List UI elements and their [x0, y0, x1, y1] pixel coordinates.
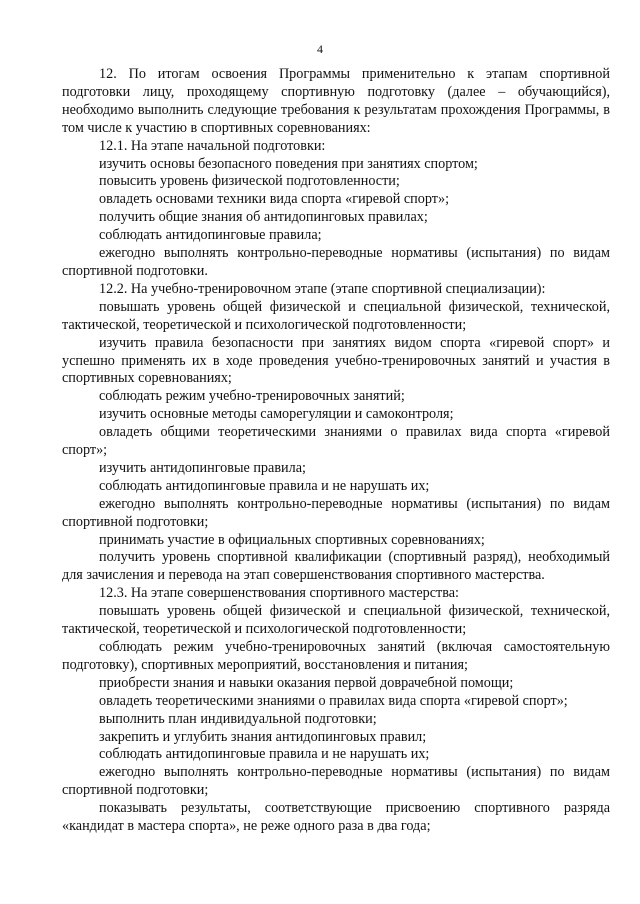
paragraph: изучить основы безопасного поведения при занятиях спортом;	[99, 155, 478, 172]
paragraph: получить общие знания об антидопинговых правилах;	[99, 209, 428, 226]
paragraph: соблюдать антидопинговые правила и не нарушать их;	[99, 477, 430, 494]
paragraph: соблюдать антидопинговые правила;	[99, 227, 322, 244]
paragraph: изучить основные методы саморегуляции и самоконтроля;	[99, 406, 454, 423]
paragraph: овладеть теоретическими знаниями о правилах вида спорта «гиревой спорт»;	[99, 692, 568, 709]
paragraph: овладеть основами техники вида спорта «гиревой спорт»;	[99, 191, 450, 208]
paragraph: 12. По итогам освоения Программы применительно к этапам спортивной подготовки лицу, проходящему спортивную подготовку (далее – обучающийся), необходимо выполнить следующие требования к результатам прохождения Программы, в том числе к участию в спортивных соревнованиях:	[62, 66, 610, 136]
paragraph: выполнить план индивидуальной подготовки;	[99, 710, 377, 727]
paragraph: повышать уровень общей физической и специальной физической, технической, тактической, теоретической и психологической подготовленности;	[62, 603, 610, 638]
paragraph: изучить правила безопасности при занятиях видом спорта «гиревой спорт» и успешно применять их в ходе проведения учебно-тренировочных занятий и участия в спортивных соревнованиях;	[62, 334, 610, 387]
paragraph: закрепить и углубить знания антидопинговых правил;	[99, 728, 427, 745]
paragraph: ежегодно выполнять контрольно-переводные нормативы (испытания) по видам спортивной подготовки.	[62, 245, 610, 279]
paragraph: соблюдать антидопинговые правила и не нарушать их;	[99, 746, 430, 763]
paragraph: 12.1. На этапе начальной подготовки:	[99, 137, 326, 154]
paragraph: показывать результаты, соответствующие присвоению спортивного разряда «кандидат в мастера спорта», не реже одного раза в два года;	[62, 800, 610, 835]
paragraph: соблюдать режим учебно-тренировочных занятий;	[99, 388, 405, 405]
paragraph: приобрести знания и навыки оказания первой доврачебной помощи;	[99, 674, 514, 691]
paragraph: получить уровень спортивной квалификации (спортивный разряд), необходимый для зачисления и перевода на этап совершенствования спортивного мастерства.	[62, 549, 610, 584]
paragraph: 12.2. На учебно-тренировочном этапе (этапе спортивной специализации):	[99, 280, 546, 297]
paragraph: ежегодно выполнять контрольно-переводные нормативы (испытания) по видам спортивной подготовки;	[62, 495, 610, 530]
page-number: 4	[317, 42, 323, 56]
document-body	[62, 66, 610, 836]
paragraph: изучить антидопинговые правила;	[99, 459, 306, 476]
paragraph: соблюдать режим учебно-тренировочных занятий (включая самостоятельную подготовку), спортивных мероприятий, восстановления и питания;	[62, 639, 610, 673]
paragraph: 12.3. На этапе совершенствования спортивного мастерства:	[99, 585, 459, 602]
paragraph: повысить уровень физической подготовленности;	[99, 173, 400, 190]
paragraph: ежегодно выполнять контрольно-переводные нормативы (испытания) по видам спортивной подготовки;	[62, 764, 610, 799]
paragraph: принимать участие в официальных спортивных соревнованиях;	[99, 531, 485, 548]
paragraph: овладеть общими теоретическими знаниями о правилах вида спорта «гиревой спорт»;	[62, 424, 610, 459]
paragraph: повышать уровень общей физической и специальной физической, технической, тактической, теоретической и психологической подготовленности;	[62, 298, 610, 333]
